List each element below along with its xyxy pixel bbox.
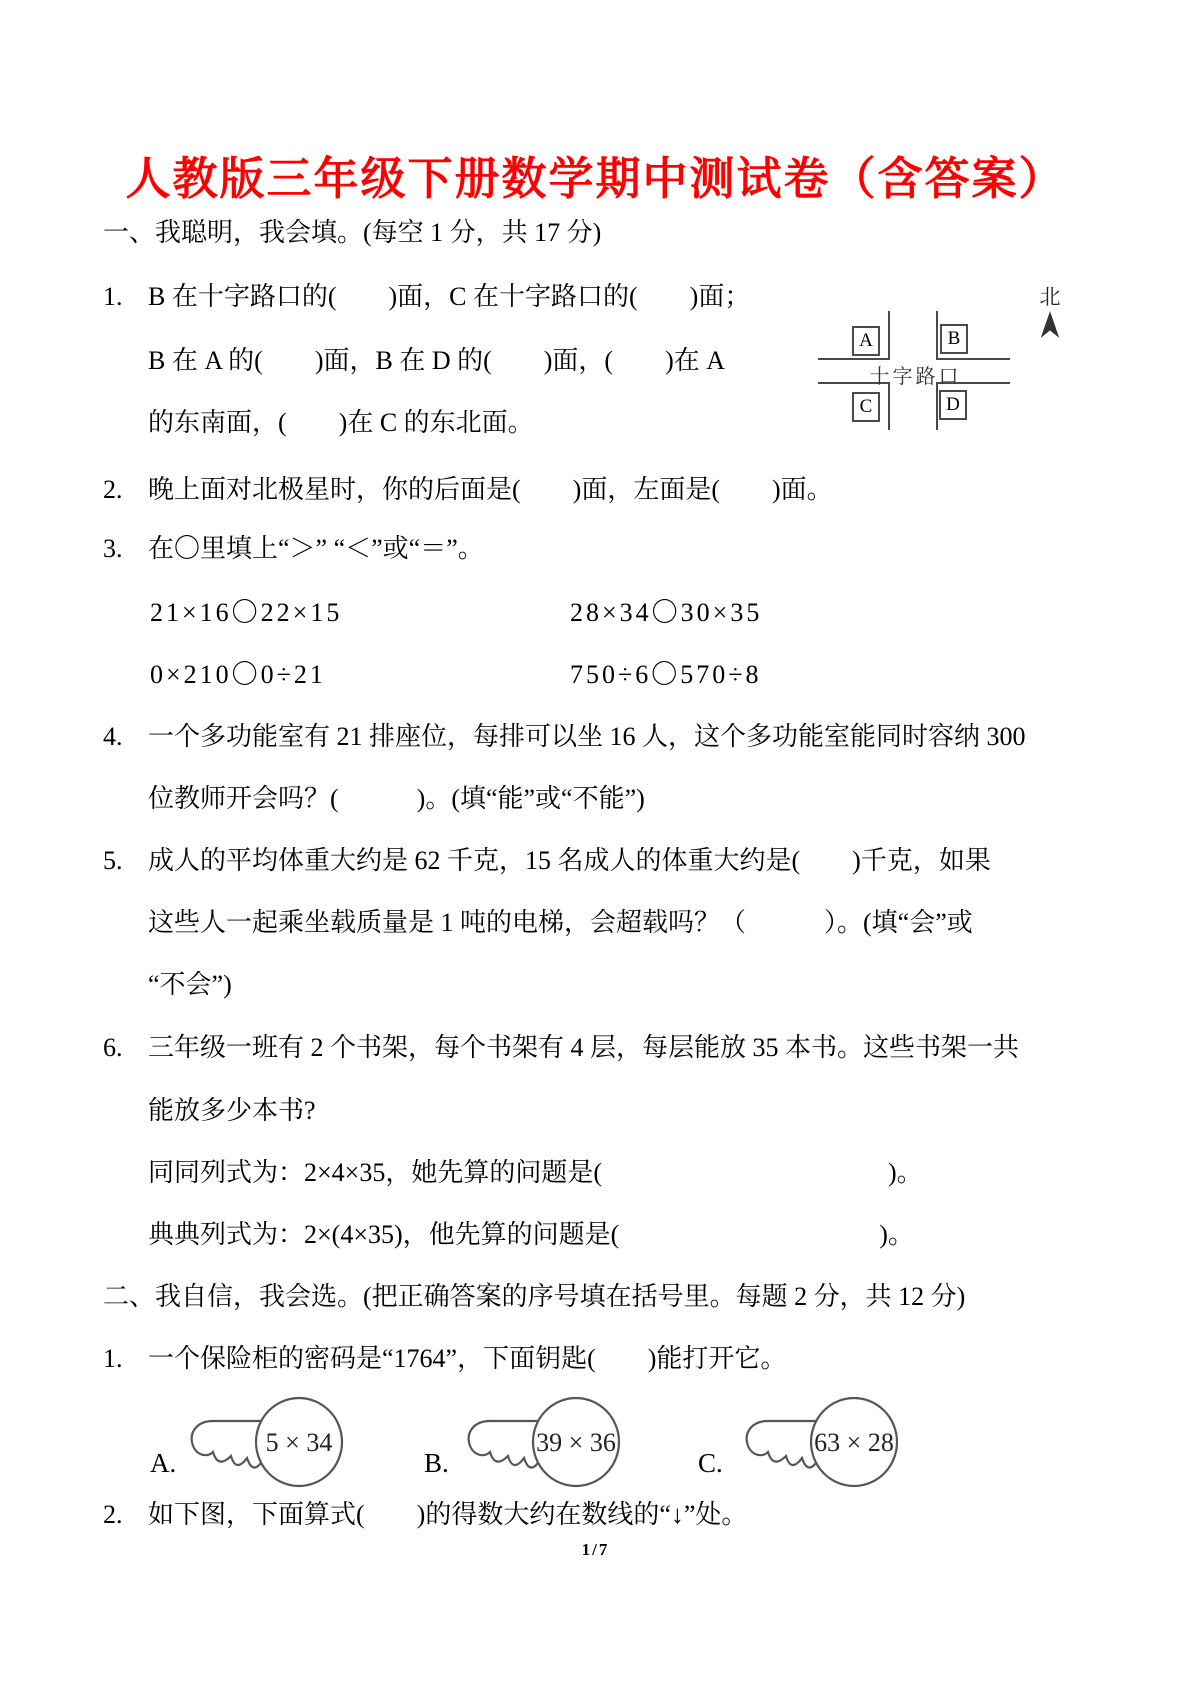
s1-q3-eq-r1c1: 21×16〇22×15	[150, 598, 343, 627]
crossroads-diagram	[813, 283, 1083, 438]
diagram-box-D: D	[939, 390, 967, 420]
road-line-tr-vertical	[936, 311, 938, 360]
section2-header: 二、我自信，我会选。(把正确答案的序号填在括号里。每题 2 分，共 12 分)	[103, 1282, 966, 1311]
s1-q1-text1: B 在十字路口的( )面，C 在十字路口的( )面；	[148, 282, 751, 311]
s1-q3-eq-r2c2: 750÷6〇570÷8	[570, 660, 762, 689]
key-value-A: 5 × 34	[265, 1428, 333, 1457]
key-option-label-C: C.	[698, 1448, 723, 1478]
s1-q3-number: 3.	[103, 534, 123, 563]
road-line-bl-vertical	[888, 382, 890, 430]
key-option-label-B: B.	[424, 1448, 449, 1478]
section1-header: 一、我聪明，我会填。(每空 1 分，共 17 分)	[103, 218, 602, 247]
s1-q5-line1	[103, 844, 991, 878]
s1-q2-text: 晚上面对北极星时，你的后面是( )面，左面是( )面。	[148, 475, 833, 504]
s1-q2-line	[103, 473, 833, 507]
crossroads-label: 十字路口	[869, 366, 962, 388]
key-value-B: 39 × 36	[536, 1428, 616, 1457]
s1-q5-text1: 成人的平均体重大约是 62 千克，15 名成人的体重大约是( )千克，如果	[148, 846, 991, 875]
s1-q6-line2: 能放多少本书?	[148, 1096, 316, 1125]
s1-q1-line2: B 在 A 的( )面，B 在 D 的( )面，( )在 A	[148, 346, 726, 375]
s2-q2-text: 如下图，下面算式( )的得数大约在数线的“↓”处。	[148, 1500, 748, 1529]
s1-q1-number: 1.	[103, 282, 123, 311]
key-icon-C	[740, 1396, 902, 1488]
compass	[1035, 285, 1065, 346]
key-option-label-A: A.	[150, 1448, 177, 1478]
page-number: 1/7	[581, 1540, 610, 1559]
s2-q1-number: 1.	[103, 1344, 123, 1373]
s1-q2-number: 2.	[103, 475, 123, 504]
key-icon-A	[185, 1396, 347, 1488]
s1-q6-line1	[103, 1031, 1019, 1065]
s1-q5-line3: “不会”)	[148, 970, 232, 999]
s2-q2-line	[103, 1498, 747, 1532]
s1-q5-number: 5.	[103, 846, 123, 875]
s1-q4-text1: 一个多功能室有 21 排座位，每排可以坐 16 人，这个多功能室能同时容纳 300	[148, 722, 1026, 751]
s1-q4-number: 4.	[103, 722, 123, 751]
key-icon-B	[462, 1396, 624, 1488]
key-value-C: 63 × 28	[814, 1428, 894, 1457]
s1-q4-line2: 位教师开会吗？( )。(填“能”或“不能”)	[148, 784, 645, 813]
diagram-box-B: B	[940, 324, 968, 354]
diagram-box-A: A	[852, 326, 880, 356]
page-title: 人教版三年级下册数学期中测试卷（含答案）	[125, 154, 1066, 204]
diagram-box-C: C	[852, 392, 880, 422]
s1-q6-number: 6.	[103, 1033, 123, 1062]
road-line-br-vertical	[936, 382, 938, 430]
s1-q5-line2: 这些人一起乘坐载质量是 1 吨的电梯，会超载吗？（ ）。(填“会”或	[148, 908, 973, 937]
s1-q6-text1: 三年级一班有 2 个书架，每个书架有 4 层，每层能放 35 本书。这些书架一共	[148, 1033, 1020, 1062]
s1-q3-line	[103, 532, 484, 566]
s1-q3-eq-r2c1: 0×210〇0÷21	[150, 660, 326, 689]
road-line-tl-vertical	[888, 311, 890, 360]
s1-q6-line4: 典典列式为：2×(4×35)，他先算的问题是( )。	[148, 1220, 914, 1249]
s1-q1-line3: 的东南面，( )在 C 的东北面。	[148, 408, 534, 437]
s1-q3-eq-r1c2: 28×34〇30×35	[570, 598, 763, 627]
s1-q3-text: 在〇里填上“＞” “＜”或“＝”。	[148, 534, 484, 563]
s1-q1-line1	[103, 280, 750, 314]
s1-q6-line3: 同同列式为：2×4×35，她先算的问题是( )。	[148, 1158, 923, 1187]
s2-q2-number: 2.	[103, 1500, 123, 1529]
s2-q1-text: 一个保险柜的密码是“1764”，下面钥匙( )能打开它。	[148, 1344, 787, 1373]
s2-q1-line	[103, 1342, 786, 1376]
north-label: 北	[1039, 285, 1061, 309]
s1-q4-line1	[103, 720, 1026, 754]
north-arrow-icon	[1038, 309, 1062, 341]
